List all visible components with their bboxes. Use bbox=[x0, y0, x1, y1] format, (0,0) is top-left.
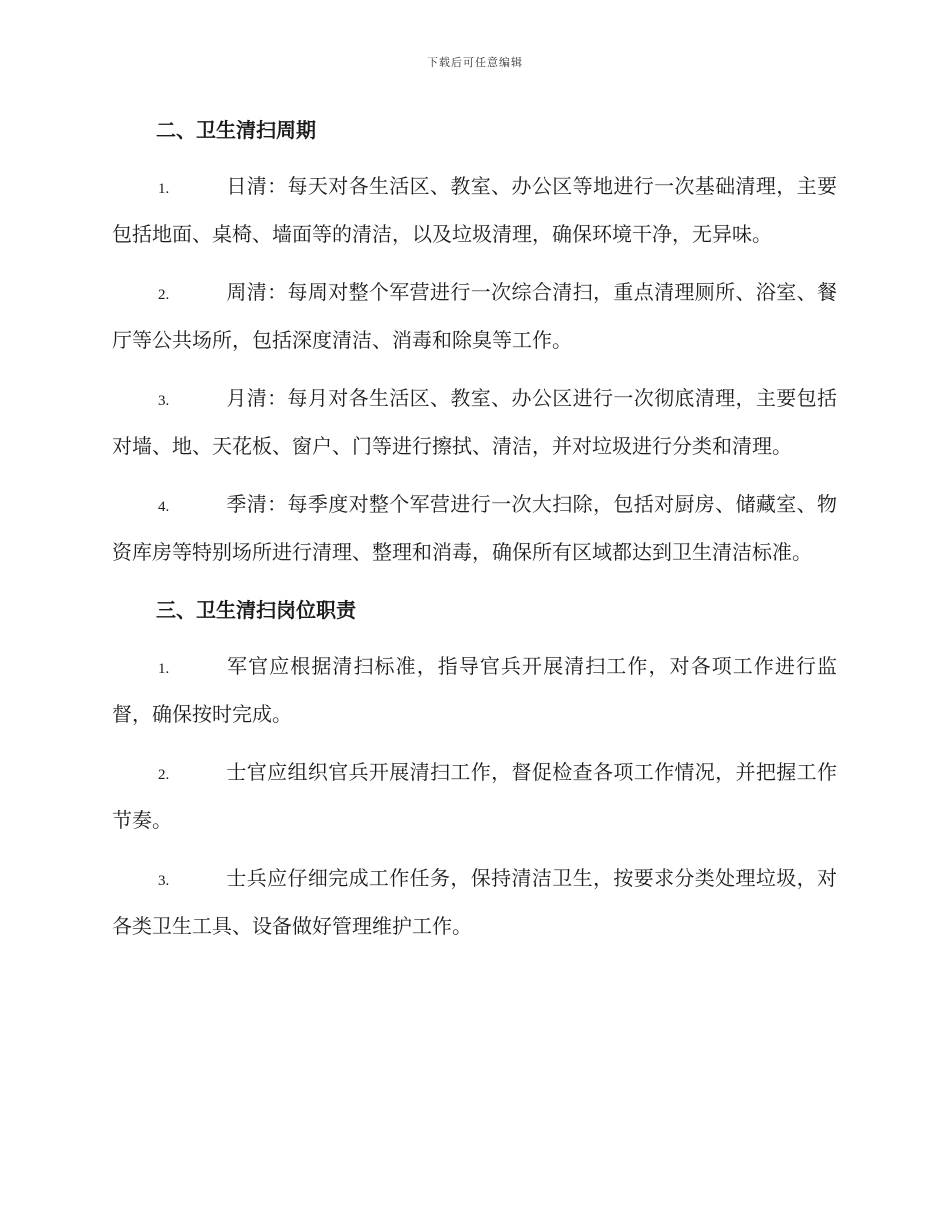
list-item-text: 日清：每天对各生活区、教室、办公区等地进行一次基础清理，主要包括地面、桌椅、墙面等的清洁，以及垃圾清理，确保环境干净，无异味。 bbox=[112, 174, 837, 246]
list-item-nco bbox=[112, 750, 837, 843]
document-body bbox=[112, 112, 837, 962]
list-item-quarterly bbox=[112, 482, 837, 575]
list-item-number: 2. bbox=[158, 767, 170, 783]
list-item-monthly bbox=[112, 376, 837, 469]
list-item-number: 2. bbox=[158, 287, 170, 303]
list-item-number: 3. bbox=[158, 393, 170, 409]
list-item-number: 3. bbox=[158, 873, 170, 889]
list-item-text: 军官应根据清扫标准，指导官兵开展清扫工作，对各项工作进行监督，确保按时完成。 bbox=[112, 654, 837, 726]
list-item-text: 月清：每月对各生活区、教室、办公区进行一次彻底清理，主要包括对墙、地、天花板、窗户、门等进行擦拭、清洁，并对垃圾进行分类和清理。 bbox=[112, 386, 837, 458]
list-item-number: 4. bbox=[158, 499, 170, 515]
section-heading-duties: 三、卫生清扫岗位职责 bbox=[156, 598, 356, 622]
list-item-weekly bbox=[112, 270, 837, 363]
section-heading-cleaning-cycle: 二、卫生清扫周期 bbox=[156, 118, 316, 142]
list-item-officer bbox=[112, 644, 837, 737]
header-note: 下载后可任意编辑 bbox=[427, 56, 523, 69]
list-item-text: 周清：每周对整个军营进行一次综合清扫，重点清理厕所、浴室、餐厅等公共场所，包括深度清洁、消毒和除臭等工作。 bbox=[112, 280, 837, 352]
list-item-number: 1. bbox=[158, 661, 170, 677]
list-item-number: 1. bbox=[158, 181, 170, 197]
list-item-daily bbox=[112, 164, 837, 257]
list-item-text: 士兵应仔细完成工作任务，保持清洁卫生，按要求分类处理垃圾，对各类卫生工具、设备做好管理维护工作。 bbox=[112, 866, 837, 938]
list-item-text: 士官应组织官兵开展清扫工作，督促检查各项工作情况，并把握工作节奏。 bbox=[112, 760, 837, 832]
list-item-text: 季清：每季度对整个军营进行一次大扫除，包括对厨房、储藏室、物资库房等特别场所进行清理、整理和消毒，确保所有区域都达到卫生清洁标准。 bbox=[112, 492, 837, 564]
list-item-soldier bbox=[112, 856, 837, 949]
